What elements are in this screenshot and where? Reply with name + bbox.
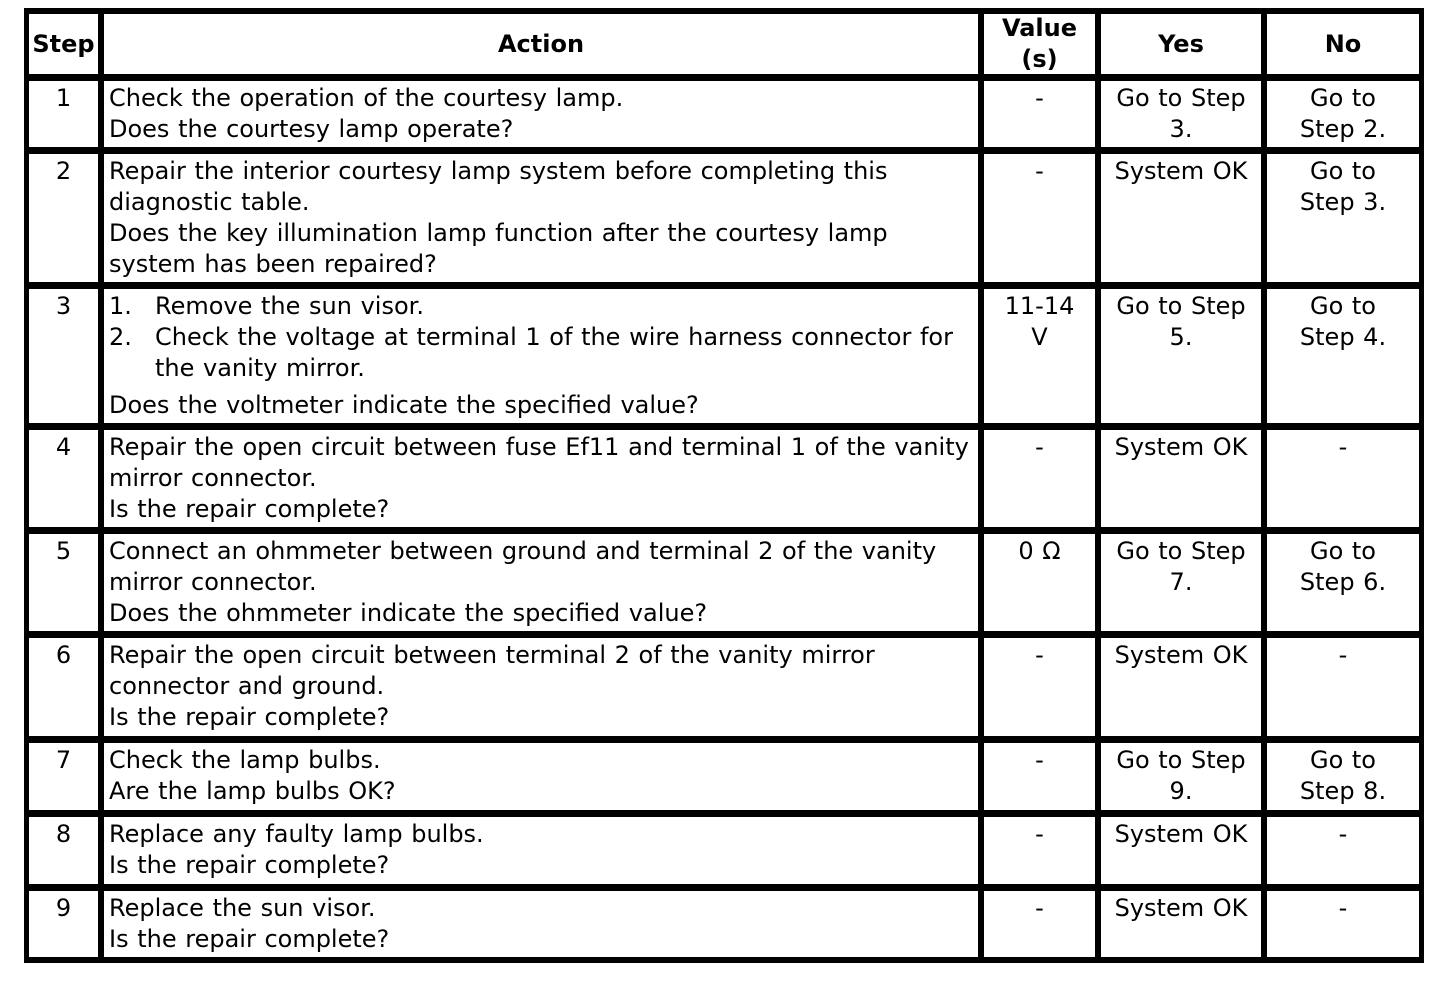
action-line: Are the lamp bulbs OK? <box>109 777 396 805</box>
action-line: Repair the open circuit between terminal 2 of the vanity mirror connector and ground. <box>109 641 884 700</box>
action-line: Does the courtesy lamp operate? <box>109 115 514 143</box>
yes-cell: Go to Step 9. <box>1098 740 1264 814</box>
no-cell: Go to Step 4. <box>1264 286 1422 427</box>
value-cell: 0 Ω <box>981 531 1098 635</box>
value-cell: 11-14 V <box>981 286 1098 427</box>
action-cell <box>101 531 981 635</box>
list-item <box>109 291 973 322</box>
action-line: Connect an ohmmeter between ground and terminal 2 of the vanity mirror connector. <box>109 537 945 596</box>
table-row <box>26 427 1422 531</box>
no-cell: Go to Step 6. <box>1264 531 1422 635</box>
yes-cell: Go to Step 5. <box>1098 286 1264 427</box>
value-cell: - <box>981 814 1098 888</box>
no-cell: Go to Step 3. <box>1264 151 1422 286</box>
action-line: Is the repair complete? <box>109 925 390 953</box>
action-cell <box>101 888 981 961</box>
step-number: 1 <box>26 78 101 151</box>
action-line: Is the repair complete? <box>109 495 390 523</box>
no-cell: Go to Step 2. <box>1264 78 1422 151</box>
table-row <box>26 78 1422 151</box>
yes-cell: System OK <box>1098 814 1264 888</box>
action-cell <box>101 635 981 740</box>
action-line: Repair the interior courtesy lamp system before completing this diagnostic table. <box>109 157 897 216</box>
yes-cell: System OK <box>1098 888 1264 961</box>
list-number: 2. <box>109 323 132 351</box>
action-line: Does the ohmmeter indicate the specified value? <box>109 599 708 627</box>
value-cell: - <box>981 740 1098 814</box>
action-cell <box>101 286 981 427</box>
action-cell <box>101 814 981 888</box>
action-line: Replace the sun visor. <box>109 894 376 922</box>
step-number: 8 <box>26 814 101 888</box>
step-number: 6 <box>26 635 101 740</box>
action-cell <box>101 78 981 151</box>
step-number: 4 <box>26 427 101 531</box>
no-cell: - <box>1264 814 1422 888</box>
list-text: Remove the sun visor. <box>155 292 424 320</box>
action-cell <box>101 740 981 814</box>
diagnostic-table <box>24 8 1424 963</box>
step-number: 9 <box>26 888 101 961</box>
action-line: Replace any faulty lamp bulbs. <box>109 820 484 848</box>
header-no: No <box>1264 11 1422 78</box>
yes-cell: Go to Step 7. <box>1098 531 1264 635</box>
header-yes: Yes <box>1098 11 1264 78</box>
value-cell: - <box>981 635 1098 740</box>
header-row <box>26 11 1422 78</box>
yes-cell: System OK <box>1098 151 1264 286</box>
table-row <box>26 740 1422 814</box>
action-cell <box>101 151 981 286</box>
action-line: Check the lamp bulbs. <box>109 746 381 774</box>
action-line: Check the operation of the courtesy lamp. <box>109 84 624 112</box>
action-question: Does the voltmeter indicate the specified value? <box>109 391 699 419</box>
header-step: Step <box>26 11 101 78</box>
no-cell: - <box>1264 888 1422 961</box>
action-cell <box>101 427 981 531</box>
value-cell: - <box>981 427 1098 531</box>
no-cell: Go to Step 8. <box>1264 740 1422 814</box>
list-item <box>109 322 973 384</box>
table-row <box>26 531 1422 635</box>
value-cell: - <box>981 151 1098 286</box>
no-cell: - <box>1264 635 1422 740</box>
value-cell: - <box>981 888 1098 961</box>
action-line: Repair the open circuit between fuse Ef11 and terminal 1 of the vanity mirror connector. <box>109 433 978 492</box>
yes-cell: System OK <box>1098 427 1264 531</box>
yes-cell: System OK <box>1098 635 1264 740</box>
yes-cell: Go to Step 3. <box>1098 78 1264 151</box>
step-number: 7 <box>26 740 101 814</box>
step-number: 2 <box>26 151 101 286</box>
header-action: Action <box>101 11 981 78</box>
action-line: Is the repair complete? <box>109 703 390 731</box>
action-line: Does the key illumination lamp function after the courtesy lamp system has been repaired? <box>109 219 897 278</box>
table-row <box>26 814 1422 888</box>
step-number: 5 <box>26 531 101 635</box>
table-row <box>26 888 1422 961</box>
step-number: 3 <box>26 286 101 427</box>
value-cell: - <box>981 78 1098 151</box>
list-text: Check the voltage at terminal 1 of the wire harness connector for the vanity mirror. <box>155 323 953 382</box>
action-line: Is the repair complete? <box>109 851 390 879</box>
header-value: Value (s) <box>981 11 1098 78</box>
list-number: 1. <box>109 292 132 320</box>
table-row <box>26 151 1422 286</box>
table-row <box>26 635 1422 740</box>
no-cell: - <box>1264 427 1422 531</box>
table-row <box>26 286 1422 427</box>
